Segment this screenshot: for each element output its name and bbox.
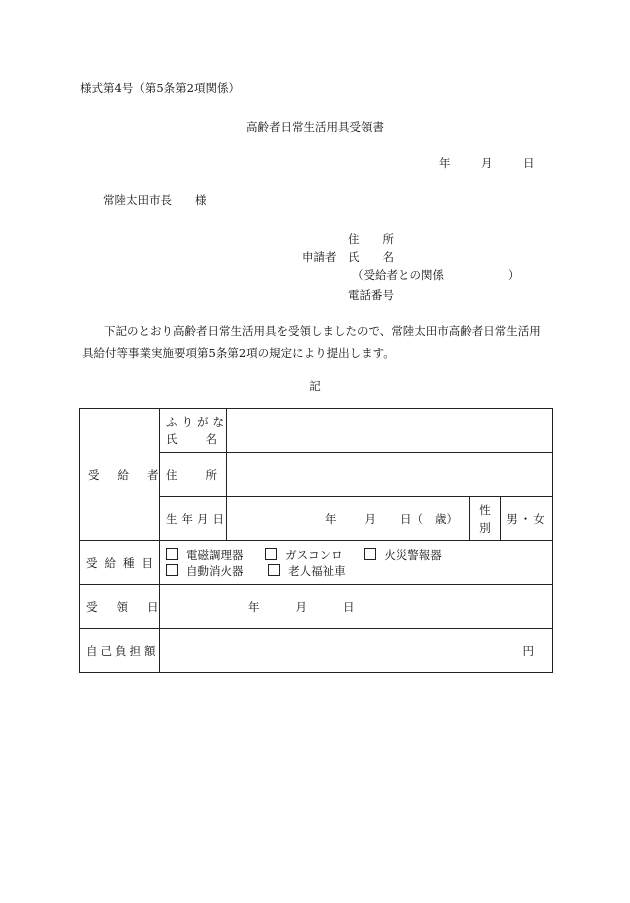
dob-month: 月: [364, 511, 376, 526]
name-field[interactable]: [227, 409, 553, 453]
dob-label: 生年月日: [166, 511, 228, 526]
received-date-values: [166, 599, 546, 615]
item-3-label: 火災警報器: [384, 547, 442, 562]
applicant-address-label: 住 所: [348, 232, 394, 246]
furigana-label: ふりがな: [166, 414, 228, 429]
document-title: 高齢者日常生活用具受領書: [246, 120, 384, 134]
type-options-row-1: [166, 547, 546, 563]
receipt-table: [79, 408, 553, 673]
checkbox-item-5[interactable]: [268, 564, 280, 576]
date-year: 年: [439, 156, 451, 170]
type-label-cell: [80, 541, 160, 585]
applicant-relation-row: [352, 267, 520, 283]
recipient-label: [86, 467, 177, 483]
date-line: [439, 155, 535, 171]
gender-value: 男・女: [506, 511, 547, 526]
received-day: 日: [343, 599, 355, 614]
dob-label-cell: [160, 497, 227, 541]
received-label: 受領日: [86, 599, 178, 614]
ki-heading: 記: [309, 379, 321, 393]
gender-label-cell: [470, 497, 501, 541]
dob-day: 日（: [400, 511, 423, 526]
item-2-label: ガスコンロ: [285, 547, 343, 562]
type-options-cell: [160, 541, 553, 585]
type-options-row-2: [166, 563, 546, 579]
gender-label-2: 別: [479, 520, 491, 535]
received-label-cell: [80, 585, 178, 629]
received-date-field[interactable]: [160, 585, 553, 629]
burden-field[interactable]: [160, 629, 553, 673]
item-1-label: 電磁調理器: [186, 547, 244, 562]
checkbox-item-2[interactable]: [265, 548, 277, 560]
recipient-label-cell: [80, 409, 177, 541]
furigana-name-label-cell: [160, 409, 245, 453]
applicant-name-label: 氏 名: [348, 250, 394, 264]
checkbox-item-4[interactable]: [166, 564, 178, 576]
item-4-label: 自動消火器: [186, 563, 244, 578]
type-label: 受給種目: [86, 555, 160, 570]
dob-values: [233, 511, 463, 527]
date-month: 月: [481, 156, 493, 170]
dob-field[interactable]: [227, 497, 470, 541]
address-label-cell: [160, 453, 245, 497]
received-year: 年: [248, 599, 260, 614]
checkbox-item-1[interactable]: [166, 548, 178, 560]
applicant-prefix: 申請者: [302, 250, 337, 264]
burden-label-cell: [80, 629, 160, 673]
recipient-label-text: 受給者: [88, 467, 177, 482]
burden-unit: 円: [522, 643, 535, 658]
gender-label-1: 性: [479, 502, 491, 517]
address-label: 住所: [166, 467, 245, 482]
checkbox-item-3[interactable]: [364, 548, 376, 560]
date-day: 日: [523, 156, 535, 170]
addressee: 常陸太田市長 様: [103, 193, 207, 207]
name-label: 氏名: [166, 431, 245, 446]
burden-label: 自己負担額: [86, 643, 159, 658]
applicant-relation-close: ）: [508, 268, 520, 282]
dob-age: 歳）: [435, 511, 458, 526]
applicant-name-row: [302, 249, 394, 265]
applicant-phone-label: 電話番号: [348, 288, 394, 302]
item-5-label: 老人福祉車: [288, 563, 346, 578]
applicant-relation-label: （受給者との関係: [352, 268, 444, 282]
gender-value-cell[interactable]: [501, 497, 553, 541]
dob-year: 年: [325, 511, 337, 526]
received-month: 月: [295, 599, 307, 614]
address-field[interactable]: [227, 453, 553, 497]
form-number: 様式第4号（第5条第2項関係）: [80, 81, 240, 95]
body-paragraph: 下記のとおり高齢者日常生活用具を受領しましたので、常陸太田市高齢者日常生活用具給付等事業実施要項第5条第2項の規定により提出します。: [82, 324, 541, 360]
